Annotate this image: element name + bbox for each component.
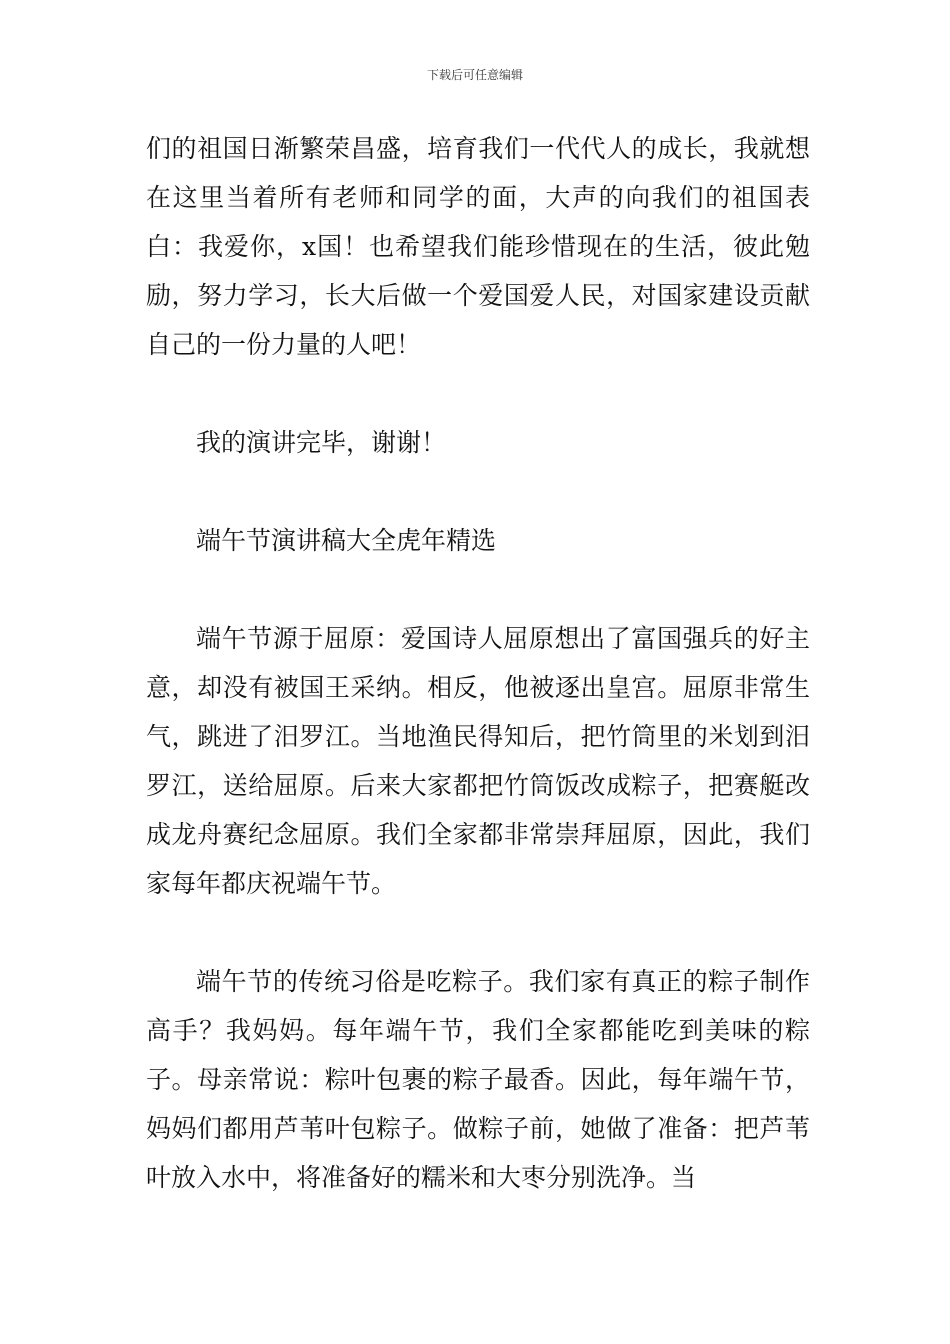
document-body [146, 124, 810, 1202]
paragraph-origin: 端午节源于屈原：爱国诗人屈原想出了富国强兵的好主意，却没有被国王采纳。相反，他被逐出皇宫。屈原非常生气，跳进了汨罗江。当地渔民得知后，把竹筒里的米划到汨罗江，送给屈原。后来大家都把竹筒饭改成粽子，把赛艇改成龙舟赛纪念屈原。我们全家都非常崇拜屈原，因此，我们家每年都庆祝端午节。 [146, 624, 810, 898]
page-header: 下载后可任意编辑 [426, 68, 523, 82]
paragraph-closing: 我的演讲完毕，谢谢！ [196, 428, 447, 457]
paragraph-continued: 们的祖国日渐繁荣昌盛，培育我们一代代人的成长，我就想在这里当着所有老师和同学的面，大声的向我们的祖国表白：我爱你，x国！也希望我们能珍惜现在的生活，彼此勉励，努力学习，长大后做一个爱国爱人民，对国家建设贡献自己的一份力量的人吧！ [146, 134, 810, 359]
section-heading: 端午节演讲稿大全虎年精选 [196, 526, 497, 555]
paragraph-custom: 端午节的传统习俗是吃粽子。我们家有真正的粽子制作高手？我妈妈。每年端午节，我们全家都能吃到美味的粽子。母亲常说：粽叶包裹的粽子最香。因此，每年端午节，妈妈们都用芦苇叶包粽子。做粽子前，她做了准备：把芦苇叶放入水中，将准备好的糯米和大枣分别洗净。当 [146, 967, 810, 1192]
